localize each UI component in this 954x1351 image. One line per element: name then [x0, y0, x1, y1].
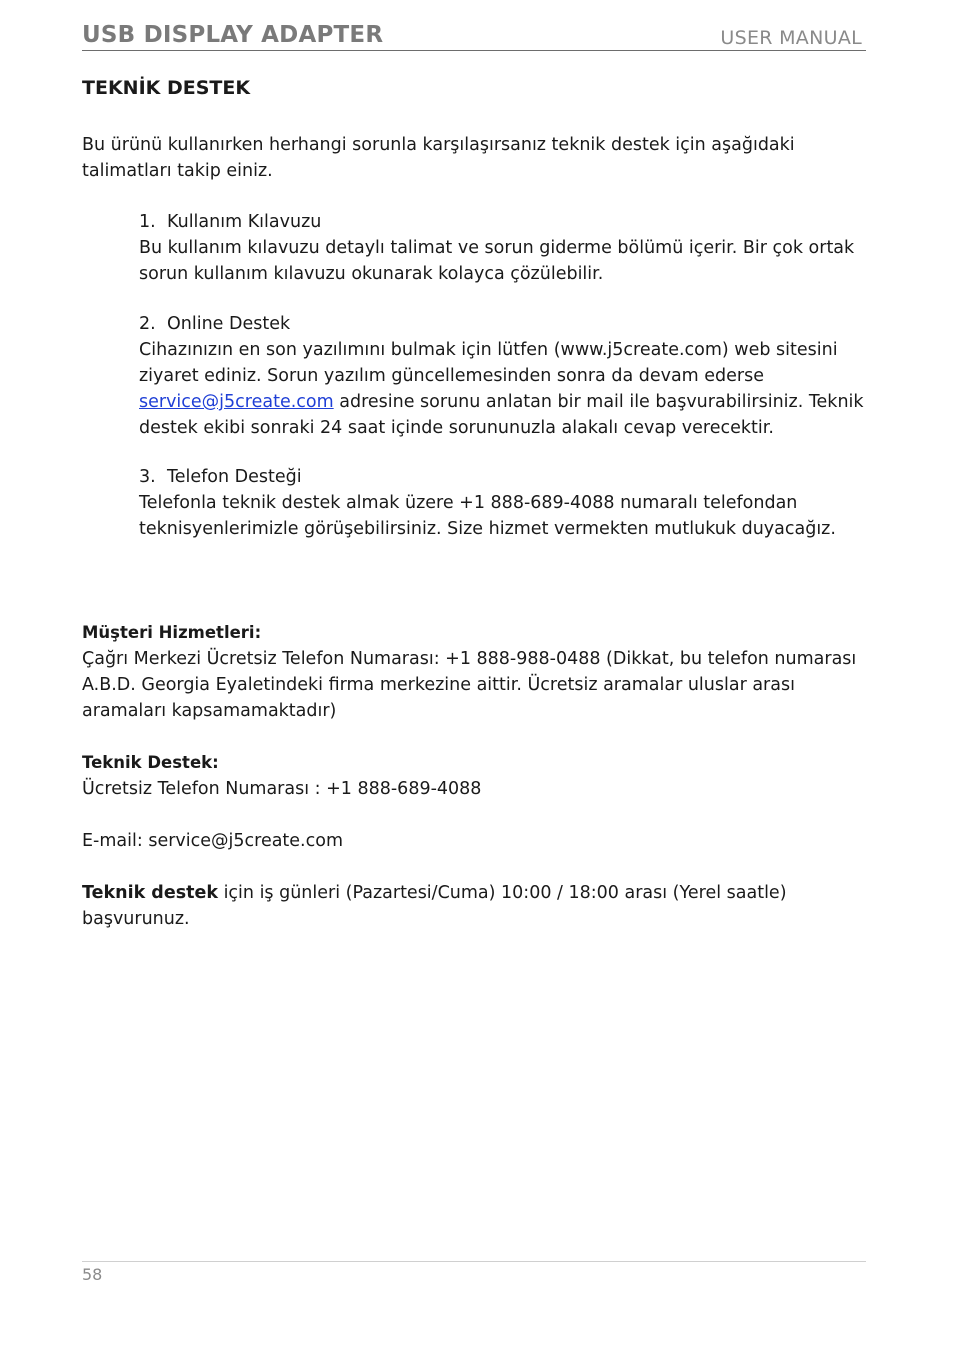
list-item-number: 1. [139, 212, 156, 232]
body-text-after-link: adresine sorunu anlatan bir mail ile başvurabilirsiniz. Teknik destek ekibi sonraki 24 saat içinde sorununuzla alakalı cevap verecektir. [139, 392, 864, 438]
tech-support-block [82, 750, 882, 802]
list-item-heading [139, 311, 884, 337]
list-item-heading [139, 209, 884, 235]
customer-service-text: Çağrı Merkezi Ücretsiz Telefon Numarası: +1 888-988-0488 (Dikkat, bu telefon numarası A.B.D. Georgia Eyaletindeki firma merkezine aittir. Ücretsiz aramalar uluslar arası aramaları kapsamamaktadır) [82, 649, 857, 721]
intro-paragraph: Bu ürünü kullanırken herhangi sorunla karşılaşırsanız teknik destek için aşağıdaki talimatları takip einiz. [82, 135, 795, 181]
list-item-body: Telefonla teknik destek almak üzere +1 888-689-4088 numaralı telefondan teknisyenlerimizle görüşebilirsiniz. Size hizmet vermekten mutlukuk duyacağız. [139, 493, 836, 539]
footer-divider [82, 1261, 866, 1262]
page-header [82, 22, 866, 51]
list-item-number: 2. [139, 314, 156, 334]
support-hours [82, 880, 882, 932]
list-item-manual [139, 209, 884, 287]
tech-support-label: Teknik Destek: [82, 753, 219, 772]
list-item-phone-support [139, 464, 884, 542]
header-subtitle: USER MANUAL [720, 27, 862, 49]
support-hours-text: için iş günleri (Pazartesi/Cuma) 10:00 / 18:00 arası (Yerel saatle) başvurunuz. [82, 883, 787, 929]
customer-service-block [82, 620, 882, 724]
body-text-before-link: Cihazınızın en son yazılımını bulmak için lütfen (www.j5create.com) web sitesini ziyaret ediniz. Sorun yazılım güncellemesinden sonra da devam ederse [139, 340, 838, 386]
list-item-number: 3. [139, 467, 156, 487]
list-item-body: Bu kullanım kılavuzu detaylı talimat ve sorun giderme bölümü içerir. Bir çok ortak sorun kullanım kılavuzu okunarak kolayca çözülebilir. [139, 238, 855, 284]
tech-support-text: Ücretsiz Telefon Numarası : +1 888-689-4088 [82, 779, 482, 799]
list-item-title: Telefon Desteği [167, 467, 302, 487]
email-line: E-mail: service@j5create.com [82, 831, 343, 851]
list-item-title: Online Destek [167, 314, 291, 334]
page-number: 58 [82, 1265, 103, 1284]
list-item-heading [139, 464, 884, 490]
support-hours-bold: Teknik destek [82, 883, 218, 903]
section-title: TEKNİK DESTEK [82, 77, 251, 99]
header-title: USB DISPLAY ADAPTER [82, 22, 384, 48]
email-link[interactable]: service@j5create.com [139, 392, 334, 412]
list-item-title: Kullanım Kılavuzu [167, 212, 322, 232]
customer-service-label: Müşteri Hizmetleri: [82, 623, 262, 642]
list-item-body [139, 337, 884, 441]
list-item-online-support [139, 311, 884, 441]
